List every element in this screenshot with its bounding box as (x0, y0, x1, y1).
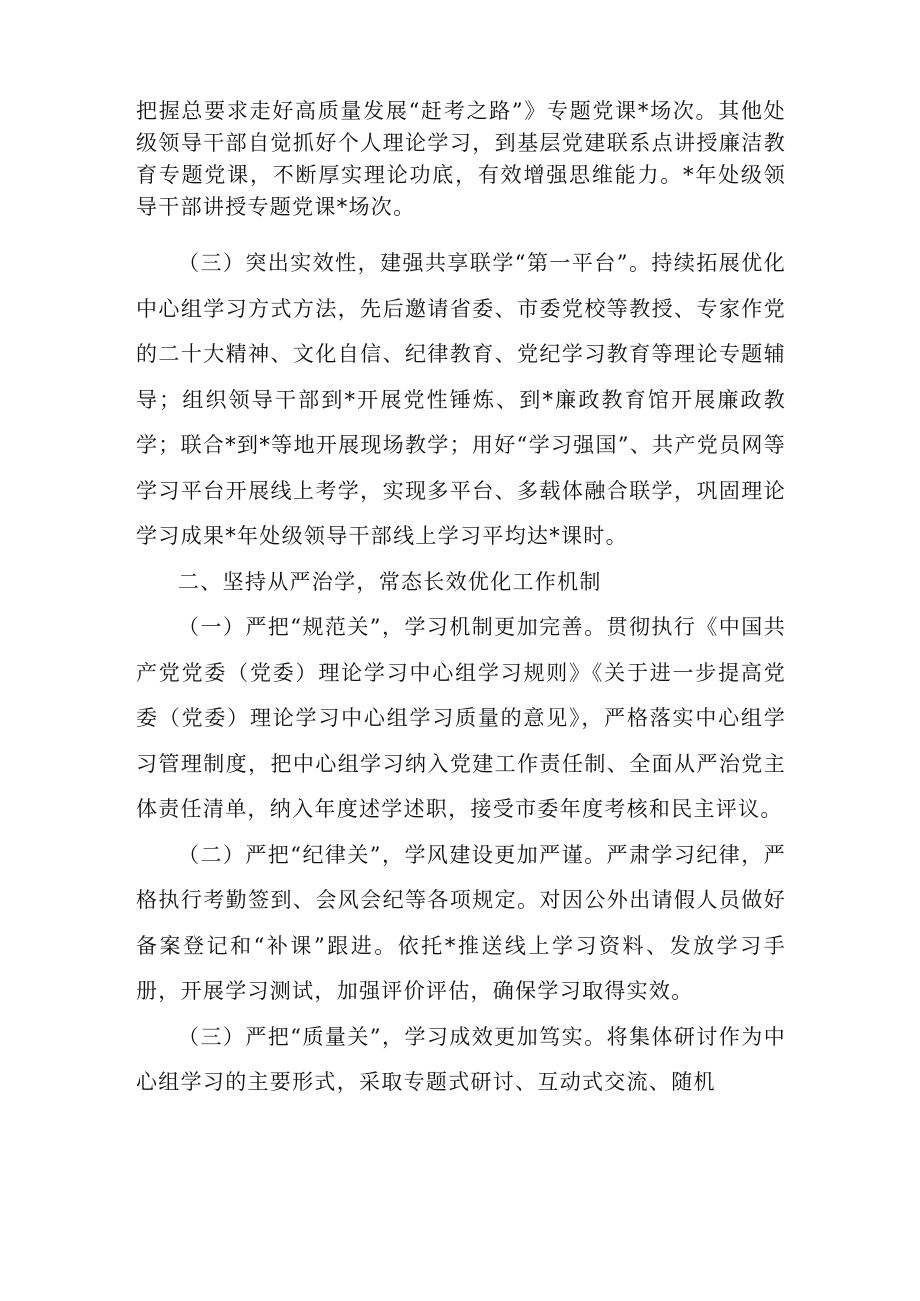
paragraph-continuation: 把握总要求走好高质量发展“赶考之路”》专题党课*场次。其他处级领导干部自觉抓好个人理论学习，到基层党建联系点讲授廉洁教育专题党课，不断厚实理论功底，有效增强思维能力。*年处级领导干部讲授专题党课*场次。 (136, 99, 786, 219)
paragraph-quality: （三）严把“质量关”，学习成效更加笃实。将集体研讨作为中心组学习的主要形式，采取专题式研讨、互动式交流、随机 (136, 1024, 786, 1094)
paragraph-standards: （一）严把“规范关”，学习机制更加完善。贯彻执行《中国共产党党委（党委）理论学习中心组学习规则》《关于进一步提高党委（党委）理论学习中心组学习质量的意见》，严格落实中心组学习管理制度，把中心组学习纳入党建工作责任制、全面从严治党主体责任清单，纳入年度述学述职，接受市委年度考核和民主评议。 (136, 615, 786, 821)
document-body (136, 95, 786, 1106)
section-heading-2: 二、坚持从严治学，常态长效优化工作机制 (178, 569, 602, 594)
paragraph-sharing-platform: （三）突出实效性，建强共享联学“第一平台”。持续拓展优化中心组学习方式方法，先后邀请省委、市委党校等教授、专家作党的二十大精神、文化自信、纪律教育、党纪学习教育等理论专题辅导；组织领导干部到*开展党性锤炼、到*廉政教育馆开展廉政教学；联合*到*等地开展现场教学；用好“学习强国”、共产党员网等学习平台开展线上考学，实现多平台、多载体融合联学，巩固理论学习成果*年处级领导干部线上学习平均达*课时。 (136, 251, 786, 548)
paragraph-discipline: （二）严把“纪律关”，学风建设更加严谨。严肃学习纪律，严格执行考勤签到、会风会纪等各项规定。对因公外出请假人员做好备案登记和“补课”跟进。依托*推送线上学习资料、发放学习手册，开展学习测试，加强评价评估，确保学习取得实效。 (136, 842, 786, 1003)
